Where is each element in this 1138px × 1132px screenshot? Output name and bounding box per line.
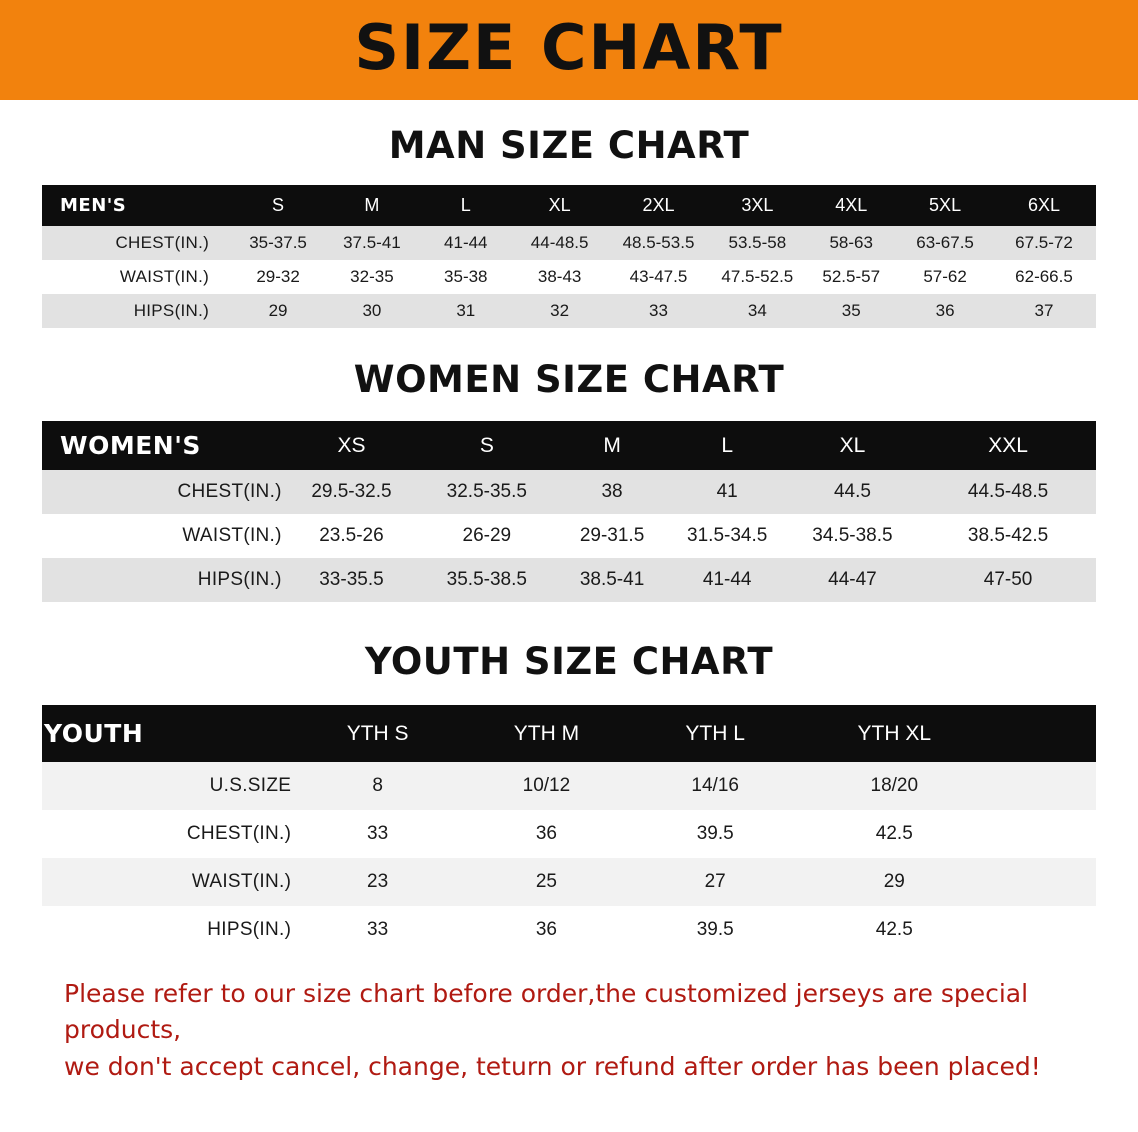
women-cell-1-0: 23.5-26 xyxy=(319,525,384,546)
man-cell-0-2: 41-44 xyxy=(444,233,488,252)
women-header-cell-4: L xyxy=(721,433,734,457)
man-section-title: MAN SIZE CHART xyxy=(388,124,750,167)
disclaimer-line-2: we don't accept cancel, change, teturn or refund after order has been placed! xyxy=(64,1051,1041,1081)
women-cell-0-0: 29.5-32.5 xyxy=(311,481,392,502)
man-row-label-1: WAIST(IN.) xyxy=(119,267,210,286)
man-cell-1-3: 38-43 xyxy=(537,267,582,286)
man-cell-0-0: 35-37.5 xyxy=(249,233,307,252)
man-cell-0-8: 67.5-72 xyxy=(1015,233,1073,252)
table-row xyxy=(42,470,1096,514)
man-header-cell-1: S xyxy=(272,195,285,215)
man-cell-0-1: 37.5-41 xyxy=(343,233,401,252)
disclaimer-note xyxy=(64,976,1074,1085)
women-cell-1-2: 29-31.5 xyxy=(579,525,645,546)
women-cell-0-5: 44.5-48.5 xyxy=(967,481,1049,502)
women-header-cell-6: XXL xyxy=(988,433,1028,457)
youth-table-body xyxy=(42,762,1096,954)
man-cell-0-6: 58-63 xyxy=(829,233,873,252)
youth-cell-0-0: 8 xyxy=(372,775,383,796)
women-cell-1-5: 38.5-42.5 xyxy=(967,525,1049,546)
youth-row-label-0: U.S.SIZE xyxy=(209,775,292,796)
man-cell-1-4: 43-47.5 xyxy=(629,267,688,286)
women-cell-0-1: 32.5-35.5 xyxy=(446,481,527,502)
table-header-row xyxy=(42,705,1096,762)
table-row xyxy=(42,558,1096,602)
women-cell-2-5: 47-50 xyxy=(983,569,1033,590)
table-row xyxy=(42,906,1096,954)
man-cell-1-6: 52.5-57 xyxy=(822,267,881,286)
man-cell-2-8: 37 xyxy=(1034,301,1054,320)
man-cell-2-3: 32 xyxy=(550,301,570,320)
man-row-label-2: HIPS(IN.) xyxy=(133,301,210,320)
table-row xyxy=(42,762,1096,810)
man-cell-1-1: 32-35 xyxy=(350,267,394,286)
man-cell-2-1: 30 xyxy=(362,301,382,320)
table-row xyxy=(42,810,1096,858)
women-cell-0-2: 38 xyxy=(601,481,623,502)
youth-row-label-2: WAIST(IN.) xyxy=(191,871,292,892)
youth-cell-3-0: 33 xyxy=(367,919,389,940)
man-cell-1-2: 35-38 xyxy=(444,267,488,286)
women-cell-1-3: 31.5-34.5 xyxy=(687,525,768,546)
youth-header-cell-0: YOUTH xyxy=(44,719,144,748)
disclaimer-line-1: Please refer to our size chart before order,the customized jerseys are special products, xyxy=(64,979,1029,1045)
man-header-cell-2: M xyxy=(364,195,380,215)
youth-cell-1-2: 39.5 xyxy=(696,823,734,844)
youth-cell-2-blank xyxy=(989,858,1096,906)
man-cell-2-7: 36 xyxy=(935,301,955,320)
man-cell-1-8: 62-66.5 xyxy=(1015,267,1073,286)
youth-cell-2-2: 27 xyxy=(704,871,726,892)
youth-table-header xyxy=(42,705,1096,762)
youth-cell-1-0: 33 xyxy=(367,823,389,844)
women-header-cell-2: S xyxy=(479,433,494,457)
women-cell-1-4: 34.5-38.5 xyxy=(812,525,893,546)
women-header-cell-1: XS xyxy=(337,433,366,457)
youth-cell-3-blank xyxy=(989,906,1096,954)
man-cell-0-5: 53.5-58 xyxy=(728,233,787,252)
man-size-table xyxy=(42,185,1096,328)
table-row xyxy=(42,260,1096,294)
women-row-label-2: HIPS(IN.) xyxy=(197,569,282,590)
man-cell-2-2: 31 xyxy=(456,301,476,320)
youth-header-cell-2: YTH M xyxy=(513,721,580,745)
table-header-row xyxy=(42,421,1096,470)
women-cell-2-3: 41-44 xyxy=(702,569,752,590)
women-header-cell-3: M xyxy=(603,433,621,457)
youth-size-table xyxy=(42,705,1096,954)
man-header-cell-4: XL xyxy=(548,195,571,215)
man-cell-1-0: 29-32 xyxy=(256,267,300,286)
man-cell-2-0: 29 xyxy=(268,301,288,320)
youth-cell-3-3: 42.5 xyxy=(875,919,913,940)
man-cell-1-5: 47.5-52.5 xyxy=(721,267,794,286)
women-table-header xyxy=(42,421,1096,470)
youth-cell-0-blank xyxy=(989,762,1096,810)
youth-cell-1-blank xyxy=(989,810,1096,858)
youth-cell-2-3: 29 xyxy=(883,871,905,892)
women-cell-2-4: 44-47 xyxy=(828,569,877,590)
youth-row-label-1: CHEST(IN.) xyxy=(186,823,292,844)
man-row-label-0: CHEST(IN.) xyxy=(115,233,210,252)
youth-header-cell-1: YTH S xyxy=(346,721,409,745)
women-cell-2-2: 38.5-41 xyxy=(579,569,645,590)
youth-cell-3-1: 36 xyxy=(535,919,557,940)
women-size-table xyxy=(42,421,1096,602)
man-header-cell-5: 2XL xyxy=(642,195,675,215)
man-cell-2-6: 35 xyxy=(841,301,861,320)
man-table-header xyxy=(42,185,1096,226)
women-cell-2-1: 35.5-38.5 xyxy=(446,569,527,590)
women-cell-1-1: 26-29 xyxy=(462,525,512,546)
youth-cell-2-0: 23 xyxy=(367,871,389,892)
man-header-cell-6: 3XL xyxy=(741,195,774,215)
women-row-label-0: CHEST(IN.) xyxy=(177,481,282,502)
man-header-cell-9: 6XL xyxy=(1027,195,1061,215)
man-cell-0-4: 48.5-53.5 xyxy=(622,233,695,252)
man-cell-1-7: 57-62 xyxy=(923,267,967,286)
women-section-title: WOMEN SIZE CHART xyxy=(353,358,785,401)
page-title: SIZE CHART xyxy=(354,11,784,84)
youth-header-cell-4: YTH XL xyxy=(857,721,932,745)
youth-cell-1-3: 42.5 xyxy=(875,823,913,844)
man-table-wrap xyxy=(42,185,1096,328)
man-cell-0-7: 63-67.5 xyxy=(916,233,974,252)
youth-cell-2-1: 25 xyxy=(535,871,557,892)
youth-header-cell-blank xyxy=(989,705,1096,762)
women-cell-2-0: 33-35.5 xyxy=(319,569,384,590)
youth-row-label-3: HIPS(IN.) xyxy=(207,919,292,940)
youth-cell-0-1: 10/12 xyxy=(522,775,571,796)
women-header-cell-5: XL xyxy=(839,433,866,457)
youth-cell-1-1: 36 xyxy=(535,823,557,844)
man-header-cell-3: L xyxy=(460,195,471,215)
man-cell-0-3: 44-48.5 xyxy=(530,233,589,252)
youth-section-title: YOUTH SIZE CHART xyxy=(364,640,774,683)
man-header-cell-7: 4XL xyxy=(835,195,868,215)
youth-cell-0-3: 18/20 xyxy=(870,775,919,796)
man-table-body xyxy=(42,226,1096,328)
table-row xyxy=(42,858,1096,906)
table-row xyxy=(42,294,1096,328)
women-header-cell-0: WOMEN'S xyxy=(60,431,201,460)
table-header-row xyxy=(42,185,1096,226)
man-header-cell-8: 5XL xyxy=(929,195,962,215)
man-header-cell-0: MEN'S xyxy=(60,195,127,216)
youth-cell-0-2: 14/16 xyxy=(691,775,739,796)
women-row-label-1: WAIST(IN.) xyxy=(182,525,282,546)
youth-table-wrap xyxy=(42,705,1096,954)
women-table-wrap xyxy=(42,421,1096,602)
table-row xyxy=(42,514,1096,558)
header-banner xyxy=(0,0,1138,100)
youth-header-cell-3: YTH L xyxy=(685,721,745,745)
women-cell-0-3: 41 xyxy=(716,481,738,502)
man-cell-2-4: 33 xyxy=(649,301,668,320)
youth-cell-3-2: 39.5 xyxy=(696,919,734,940)
table-row xyxy=(42,226,1096,260)
women-cell-0-4: 44.5 xyxy=(833,481,871,502)
man-cell-2-5: 34 xyxy=(747,301,767,320)
women-table-body xyxy=(42,470,1096,602)
